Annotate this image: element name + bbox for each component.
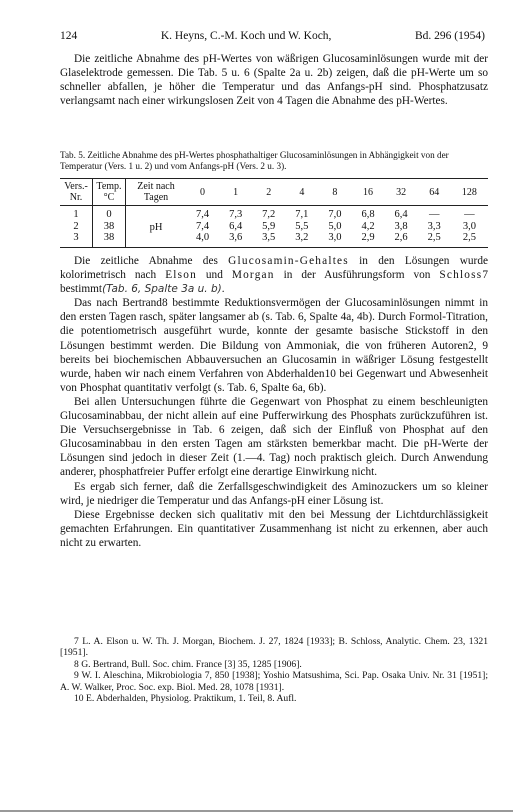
table-cell: 0 — [93, 206, 126, 221]
paragraph-4: Bei allen Untersuchungen führte die Gegenwart von Phosphat zu einem beschleunigten Glucosaminabbau, der nicht allein auf eine Pufferwirkung des Phosphats zurückzuführen ist. Die Versuchsergebnisse in Tab. 6 zeigen, daß sich der Einfluß von Phosphat auf den Glucosaminabbau in den ersten Tagen am stärksten bemerkbar macht. Die pH-Werte der Lösungen sind jedoch in dieser Zeit (1.—4. Tag) noch praktisch gleich. Durch Anwendung anderer, phosphatfreier Puffer erfolgt eine derartige Einwirkung nicht. — [60, 395, 488, 479]
table-header-cell: Vers.- Nr. — [60, 179, 93, 206]
author-name: Schloss — [439, 269, 483, 282]
footnote: 10 E. Abderhalden, Physiolog. Praktikum, 1. Teil, 8. Aufl. — [74, 693, 297, 705]
table-cell: 6,4 — [229, 220, 243, 232]
table-header-cell: 8 — [318, 179, 351, 206]
table-cell: 2,5 — [427, 232, 441, 243]
footnotes — [60, 636, 488, 704]
table-cell: 5,9 — [262, 220, 276, 232]
table-cell: 5,0 — [328, 220, 342, 232]
para2-spaced: Glucosamin-Gehaltes — [228, 255, 349, 267]
header-authors: K. Heyns, C.-M. Koch und W. Koch, — [160, 30, 332, 42]
table-header-cell: 128 — [451, 179, 488, 206]
running-header — [60, 30, 485, 42]
table-cell: — — [464, 209, 475, 220]
table-row — [60, 232, 488, 247]
table-cell: 2 — [73, 220, 79, 232]
table-cell: 2,6 — [394, 232, 408, 243]
table-header-cell: 2 — [252, 179, 285, 206]
para2-text: und — [196, 269, 232, 282]
table-cell: 38 — [93, 221, 126, 233]
paragraph-3: Das nach Bertrand8 bestimmte Reduktionsvermögen der Glucosaminlösungen nimmt in den ersten Tagen rasch, später langsamer ab (s. Tab. 6, Spalte 4a, 4b). Durch Formol-Titration, die potentiometrisch ausgeführt wurde, konnte der gesamte basische Stickstoff in den Lösungen bestimmt werden. Die Bildung von Ammoniak, die von früheren Autoren2, 9 bereits bei biochemischen Abbauversuchen an Glucosamin in wäßriger Lösung festgestellt wurde, haben wir nach einem Verfahren von Abderhalden10 bei Gegenwart und Abwesenheit von Phosphat quantitativ verfolgt (s. Tab. 6, Spalte 6a, 6b). — [60, 297, 488, 394]
table-row — [60, 206, 488, 221]
header-volume: Bd. 296 (1954) — [415, 30, 485, 42]
table-cell: 3,3 — [427, 220, 441, 232]
table-cell: 4,0 — [195, 232, 210, 243]
footnote: 8 G. Bertrand, Bull. Soc. chim. France [3] 35, 1285 [1906]. — [74, 658, 302, 670]
table-caption: Tab. 5. Zeitliche Abnahme des pH-Wertes phosphathaltiger Glucosaminlösungen in Abhängigkeit von der Temperatur (Vers. 1 u. 2) und vom Anfangs-pH (Vers. 2 u. 3). — [60, 150, 449, 172]
table-cell: 2,9 — [361, 232, 375, 243]
table-header-row — [60, 179, 488, 206]
table-cell: — — [428, 209, 440, 220]
table-header-cell: 0 — [186, 179, 219, 206]
para2-text: in der Ausführungsform von — [274, 269, 440, 282]
para2-text: Die zeitliche Abnahme des — [74, 255, 229, 267]
paragraph-5: Es ergab sich ferner, daß die Zerfallsgeschwindigkeit des Aminozuckers um so kleiner wird, je niedriger die Temperatur und das Anfangs-pH einer Lösung ist. — [60, 480, 488, 507]
handwritten-annotation: (Tab. 6, Spalte 3a u. b) — [102, 283, 222, 296]
table-header-cell: 1 — [219, 179, 252, 206]
author-name: Elson — [165, 269, 197, 282]
table-header-cell: 64 — [418, 179, 451, 206]
table-cell: 7,0 — [328, 209, 342, 220]
table-cell: 1 — [73, 209, 79, 220]
footnote: 7 L. A. Elson u. W. Th. J. Morgan, Biochem. J. 27, 1824 [1933]; B. Schloss, Analytic. Chem. 23, 1321 [1951]. — [60, 636, 488, 659]
table-cell: 3,8 — [394, 220, 408, 232]
ph-label: pH — [149, 222, 163, 233]
table-cell: 3,0 — [462, 220, 476, 232]
table-row-label — [126, 206, 187, 248]
paragraph-1 — [60, 52, 488, 108]
table-header-cell: 4 — [285, 179, 318, 206]
para2-text: in den Lösungen wurde kolorimetrisch nach — [60, 255, 488, 282]
table-cell: 6,8 — [361, 209, 375, 220]
table-header-cell: Zeit nach Tagen — [126, 179, 187, 206]
table-row — [60, 221, 488, 233]
paragraph-2 — [60, 254, 488, 296]
table-header-cell: Temp. °C — [93, 179, 126, 206]
table-cell: 3,6 — [229, 232, 243, 243]
table-cell: 6,4 — [394, 209, 408, 220]
table-header-cell: 32 — [385, 179, 418, 206]
table-cell: 7,3 — [229, 209, 243, 220]
footnote: 9 W. I. Aleschina, Mikrobiologia 7, 850 [1938]; Yoshio Matsushima, Sci. Pap. Osaka Univ. Nr. 31 [1951]; A. W. Walker, Proc. Soc. exp. Biol. Med. 28, 1078 [1931]. — [60, 670, 488, 693]
table-cell: 3,0 — [328, 232, 342, 243]
table-cell: 38 — [93, 232, 126, 247]
table-header-cell: 16 — [351, 179, 384, 206]
table-5 — [60, 178, 488, 248]
table-cell: 2,5 — [462, 232, 476, 243]
table-cell: 7,2 — [262, 209, 276, 220]
table-cell: 7,4 — [195, 209, 210, 220]
table-cell: 3 — [73, 232, 79, 243]
paragraph-1-text: Die zeitliche Abnahme des pH-Wertes von wäßrigen Glucosaminlösungen wurde mit der Glaselektrode gemessen. Die Tab. 5 u. 6 (Spalte 2a u. 2b) zeigen, daß die pH-Werte um so schneller abfallen, je höher die Temperatur und das Anfangs-pH sind. Phosphatzusatz verlangsamt nach einer wirkungslosen Zeit von 4 Tagen die Abnahme des pH-Wertes. — [60, 53, 488, 108]
page-number: 124 — [60, 30, 78, 42]
paragraph-6: Diese Ergebnisse decken sich qualitativ mit den bei Messung der Lichtdurchlässigkeit gemachten Erfahrungen. Ein quantitativer Zusammenhang ist nicht zu erkennen, aber auch nicht zu erwarten. — [60, 508, 488, 549]
main-text — [60, 254, 488, 550]
table-cell: 7,4 — [195, 220, 210, 232]
table-cell: 3,2 — [295, 232, 309, 243]
table-cell: 5,5 — [295, 220, 309, 232]
para2-text: 7 bestimmt — [60, 269, 488, 296]
table-cell: 4,2 — [361, 220, 375, 232]
para2-text: . — [221, 283, 225, 296]
author-name: Morgan — [231, 269, 275, 282]
table-cell: 3,5 — [262, 232, 276, 243]
table-cell: 7,1 — [295, 209, 309, 220]
